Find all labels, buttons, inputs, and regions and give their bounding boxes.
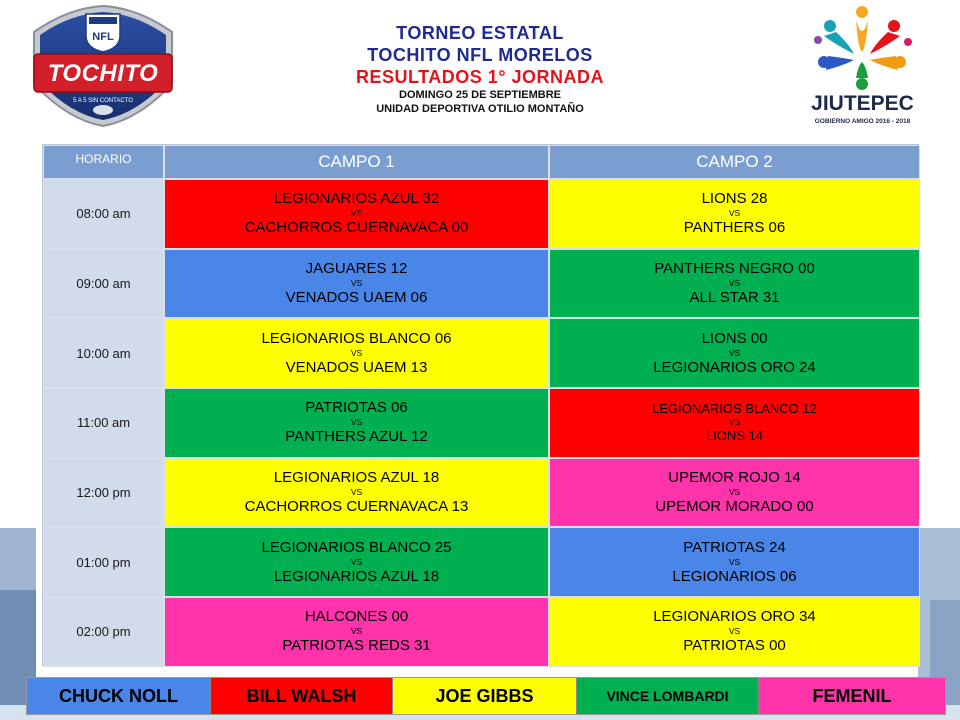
legend-item: VINCE LOMBARDI <box>577 678 759 714</box>
team2-score: CACHORROS CUERNAVACA 00 <box>244 219 469 237</box>
tochito-wordmark: TOCHITO <box>47 60 159 87</box>
team1-score: LEGIONARIOS ORO 34 <box>653 608 816 626</box>
legend-item: FEMENIL <box>759 678 945 714</box>
versus-label: VS <box>728 208 741 219</box>
time-cell: 02:00 pm <box>43 597 164 667</box>
versus-label: VS <box>350 487 363 498</box>
team2-score: PANTHERS AZUL 12 <box>285 428 428 446</box>
time-cell: 10:00 am <box>43 318 164 388</box>
time-cell: 01:00 pm <box>43 527 164 597</box>
game-cell-campo-2 <box>549 458 920 528</box>
versus-label: VS <box>728 417 741 428</box>
versus-label: VS <box>350 417 363 428</box>
versus-label: VS <box>350 278 363 289</box>
time-cell: 11:00 am <box>43 388 164 458</box>
time-cell: 09:00 am <box>43 249 164 319</box>
team2-score: ALL STAR 31 <box>689 289 780 307</box>
team1-score: UPEMOR ROJO 14 <box>668 469 801 487</box>
team2-score: VENADOS UAEM 06 <box>285 289 428 307</box>
team2-score: PATRIOTAS REDS 31 <box>282 637 431 655</box>
game-cell-campo-1 <box>164 597 549 667</box>
star-people-icon <box>800 0 925 92</box>
game-cell-campo-1 <box>164 527 549 597</box>
team1-score: PATRIOTAS 06 <box>305 399 408 417</box>
versus-label: VS <box>350 208 363 219</box>
nfl-shield-text: NFL <box>92 31 114 43</box>
results-title: RESULTADOS 1° JORNADA <box>355 67 605 87</box>
nfl-tochito-logo <box>28 2 178 130</box>
team1-score: LIONS 28 <box>701 190 768 208</box>
event-venue: UNIDAD DEPORTIVA OTILIO MONTAÑO <box>376 103 584 115</box>
header-campo-1: CAMPO 1 <box>164 145 549 179</box>
team1-score: HALCONES 00 <box>304 608 409 626</box>
versus-label: VS <box>350 626 363 637</box>
game-cell-campo-1 <box>164 388 549 458</box>
game-cell-campo-1 <box>164 249 549 319</box>
team2-score: LIONS 14 <box>705 428 764 444</box>
tournament-subtitle: TOCHITO NFL MORELOS <box>367 45 593 65</box>
page-header <box>280 22 680 116</box>
game-cell-campo-1 <box>164 179 549 249</box>
game-cell-campo-2 <box>549 249 920 319</box>
time-cell: 08:00 am <box>43 179 164 249</box>
jiutepec-logo <box>800 0 925 130</box>
legend-item: JOE GIBBS <box>393 678 577 714</box>
team2-score: LEGIONARIOS ORO 24 <box>653 358 816 376</box>
team2-score: VENADOS UAEM 13 <box>285 358 428 376</box>
team1-score: LEGIONARIOS BLANCO 06 <box>261 329 452 347</box>
jiutepec-subtitle: GOBIERNO AMIGO 2016 - 2018 <box>814 118 911 125</box>
versus-label: VS <box>728 487 741 498</box>
team2-score: PANTHERS 06 <box>683 219 786 237</box>
jiutepec-name: JIUTEPEC <box>811 92 914 115</box>
team2-score: LEGIONARIOS AZUL 18 <box>273 567 440 585</box>
event-date: DOMINGO 25 DE SEPTIEMBRE <box>399 89 561 101</box>
legend-item: CHUCK NOLL <box>27 678 211 714</box>
versus-label: VS <box>728 278 741 289</box>
versus-label: VS <box>728 347 741 358</box>
team1-score: LEGIONARIOS BLANCO 25 <box>261 538 452 556</box>
game-cell-campo-2 <box>549 179 920 249</box>
game-cell-campo-2 <box>549 318 920 388</box>
tochito-tagline: 5 A 5 SIN CONTACTO <box>73 98 133 104</box>
team1-score: LEGIONARIOS AZUL 18 <box>273 469 440 487</box>
team1-score: PATRIOTAS 24 <box>683 538 786 556</box>
header-campo-2: CAMPO 2 <box>549 145 920 179</box>
category-legend <box>26 677 946 715</box>
team1-score: LEGIONARIOS BLANCO 12 <box>652 401 817 417</box>
team2-score: LEGIONARIOS 06 <box>672 567 797 585</box>
team1-score: JAGUARES 12 <box>305 260 408 278</box>
versus-label: VS <box>728 626 741 637</box>
header-horario: HORARIO <box>43 145 164 179</box>
team2-score: UPEMOR MORADO 00 <box>655 498 814 516</box>
game-cell-campo-2 <box>549 527 920 597</box>
team1-score: PANTHERS NEGRO 00 <box>654 260 815 278</box>
results-table <box>42 144 919 666</box>
versus-label: VS <box>350 347 363 358</box>
game-cell-campo-1 <box>164 318 549 388</box>
game-cell-campo-2 <box>549 597 920 667</box>
game-cell-campo-2 <box>549 388 920 458</box>
team1-score: LIONS 00 <box>701 329 768 347</box>
versus-label: VS <box>728 556 741 567</box>
team2-score: CACHORROS CUERNAVACA 13 <box>244 498 469 516</box>
team1-score: LEGIONARIOS AZUL 32 <box>273 190 440 208</box>
legend-item: BILL WALSH <box>211 678 393 714</box>
game-cell-campo-1 <box>164 458 549 528</box>
tournament-title: TORNEO ESTATAL <box>396 23 564 43</box>
time-cell: 12:00 pm <box>43 458 164 528</box>
versus-label: VS <box>350 556 363 567</box>
team2-score: PATRIOTAS 00 <box>683 637 786 655</box>
